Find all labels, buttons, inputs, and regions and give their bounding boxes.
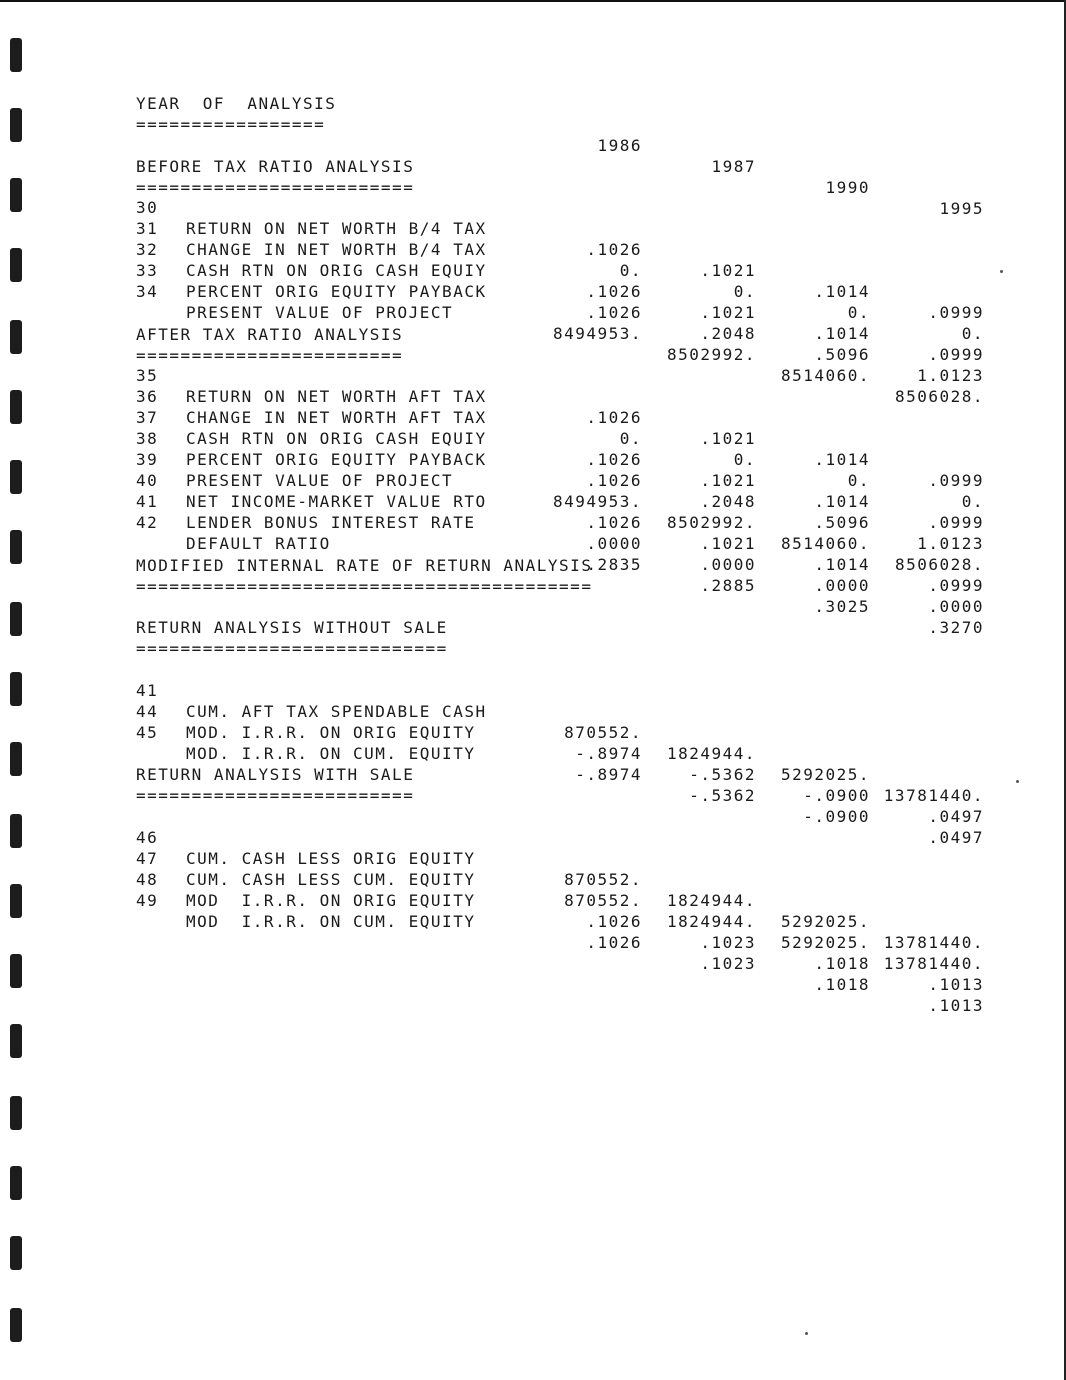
row-label: DEFAULT RATIO xyxy=(186,534,331,553)
underline-text: ============================ xyxy=(136,639,448,658)
report xyxy=(136,0,996,1380)
speck xyxy=(1016,780,1019,783)
cell-1987: .1023 xyxy=(700,954,756,973)
cell-1986: 0. xyxy=(619,261,642,280)
underline-text: ========================================= xyxy=(136,577,593,596)
row-number: 42 xyxy=(136,513,159,532)
cell-1995: 13781440. xyxy=(883,933,984,952)
cell-1987: .1021 xyxy=(700,471,756,490)
row-number: 49 xyxy=(136,891,159,910)
punch-hole xyxy=(10,1308,22,1342)
row-label: MOD I.R.R. ON ORIG EQUITY xyxy=(186,891,476,910)
section-underline xyxy=(136,617,996,658)
punch-hole xyxy=(10,1236,22,1270)
cell-1990: .1014 xyxy=(814,492,870,511)
punch-hole xyxy=(10,602,22,636)
row-label: CASH RTN ON ORIG CASH EQUIY xyxy=(186,261,487,280)
punch-hole xyxy=(10,248,22,282)
row-label: MOD. I.R.R. ON CUM. EQUITY xyxy=(186,744,476,763)
cell-1995: 8506028. xyxy=(894,555,984,574)
cell-1995: .0999 xyxy=(928,345,984,364)
row-number: 31 xyxy=(136,219,159,238)
cell-1986: 870552. xyxy=(564,723,642,742)
cell-1987: 8502992. xyxy=(666,345,756,364)
row-label: CUM. CASH LESS CUM. EQUITY xyxy=(186,870,476,889)
row-label: CHANGE IN NET WORTH B/4 TAX xyxy=(186,240,487,259)
binder-holes xyxy=(10,0,24,1380)
cell-1995: .0497 xyxy=(928,828,984,847)
cell-1995: 0. xyxy=(961,492,984,511)
cell-1990: .5096 xyxy=(814,345,870,364)
cell-1990: .1014 xyxy=(814,324,870,343)
cell-1990: 5292025. xyxy=(780,933,870,952)
underline-text: ========================= xyxy=(136,178,415,197)
punch-hole xyxy=(10,884,22,918)
cell-1986: .1026 xyxy=(586,450,642,469)
year-1986: 1986 xyxy=(597,136,642,155)
cell-1986: .1026 xyxy=(586,513,642,532)
row-number: 41 xyxy=(136,681,159,700)
row-number: 38 xyxy=(136,429,159,448)
cell-1990: .1014 xyxy=(814,282,870,301)
cell-1995: .1013 xyxy=(928,975,984,994)
cell-1986: 8494953. xyxy=(552,492,642,511)
punch-hole xyxy=(10,742,22,776)
row-label: CHANGE IN NET WORTH AFT TAX xyxy=(186,408,487,427)
year-of-analysis-header xyxy=(136,72,996,113)
punch-hole xyxy=(10,530,22,564)
cell-1987: 1824944. xyxy=(666,912,756,931)
punch-hole xyxy=(10,320,22,354)
row-label: RETURN ON NET WORTH B/4 TAX xyxy=(186,219,487,238)
cell-1987: 8502992. xyxy=(666,513,756,532)
cell-1986: 0. xyxy=(619,429,642,448)
row-label: CASH RTN ON ORIG CASH EQUIY xyxy=(186,429,487,448)
cell-1990: 8514060. xyxy=(780,366,870,385)
cell-1990: 5292025. xyxy=(780,765,870,784)
cell-1990: .3025 xyxy=(814,597,870,616)
header-underline: ================= xyxy=(136,115,326,134)
punch-hole xyxy=(10,1166,22,1200)
cell-1987: 0. xyxy=(733,450,756,469)
cell-1987: 1824944. xyxy=(666,891,756,910)
cell-1990: .1018 xyxy=(814,975,870,994)
cell-1995: .0999 xyxy=(928,576,984,595)
row-label: RETURN ON NET WORTH AFT TAX xyxy=(186,387,487,406)
cell-1987: .2048 xyxy=(700,324,756,343)
cell-1990: .5096 xyxy=(814,513,870,532)
cell-1995: 13781440. xyxy=(883,954,984,973)
cell-1986: .1026 xyxy=(586,471,642,490)
row-number: 40 xyxy=(136,471,159,490)
cell-1986: .1026 xyxy=(586,303,642,322)
cell-1995: 8506028. xyxy=(894,387,984,406)
row-number: 46 xyxy=(136,828,159,847)
cell-1986: .1026 xyxy=(586,282,642,301)
row-number: 35 xyxy=(136,366,159,385)
cell-1987: 1824944. xyxy=(666,744,756,763)
cell-1986: 8494953. xyxy=(552,324,642,343)
row-number: 36 xyxy=(136,387,159,406)
row-number: 47 xyxy=(136,849,159,868)
cell-1995: .1013 xyxy=(928,996,984,1015)
cell-1990: .1014 xyxy=(814,450,870,469)
row-label: CUM. AFT TAX SPENDABLE CASH xyxy=(186,702,487,721)
row-number: 39 xyxy=(136,450,159,469)
cell-1990: .1014 xyxy=(814,555,870,574)
year-1995: 1995 xyxy=(939,199,984,218)
punch-hole xyxy=(10,178,22,212)
row-number: 33 xyxy=(136,261,159,280)
cell-1987: .1023 xyxy=(700,933,756,952)
punch-hole xyxy=(10,954,22,988)
cell-1995: 1.0123 xyxy=(917,366,984,385)
cell-1995: .0000 xyxy=(928,597,984,616)
cell-1986: 870552. xyxy=(564,870,642,889)
cell-1986: .1026 xyxy=(586,933,642,952)
punch-hole xyxy=(10,1024,22,1058)
row-label: NET INCOME-MARKET VALUE RTO xyxy=(186,492,487,511)
punch-hole xyxy=(10,672,22,706)
cell-1986: .2835 xyxy=(586,555,642,574)
underline-text: ========================= xyxy=(136,786,415,805)
cell-1987: -.5362 xyxy=(689,786,756,805)
cell-1986: 870552. xyxy=(564,891,642,910)
row-number: 32 xyxy=(136,240,159,259)
punch-hole xyxy=(10,108,22,142)
cell-1990: 0. xyxy=(847,471,870,490)
cell-1990: 8514060. xyxy=(780,534,870,553)
cell-1990: 0. xyxy=(847,303,870,322)
cell-1995: 0. xyxy=(961,324,984,343)
cell-1987: 0. xyxy=(733,282,756,301)
cell-1986: .1026 xyxy=(586,912,642,931)
row-number: 34 xyxy=(136,282,159,301)
cell-1995: .0999 xyxy=(928,303,984,322)
row-number: 37 xyxy=(136,408,159,427)
punch-hole xyxy=(10,814,22,848)
punch-hole xyxy=(10,38,22,72)
cell-1987: -.5362 xyxy=(689,765,756,784)
cell-1990: .0000 xyxy=(814,576,870,595)
cell-1995: 1.0123 xyxy=(917,534,984,553)
section-title: RETURN ANALYSIS WITHOUT SALE xyxy=(136,618,448,637)
row-number: 45 xyxy=(136,723,159,742)
cell-1986: .1026 xyxy=(586,240,642,259)
cell-1987: .1021 xyxy=(700,303,756,322)
cell-1995: .3270 xyxy=(928,618,984,637)
underline-text: ======================== xyxy=(136,346,404,365)
cell-1987: .1021 xyxy=(700,261,756,280)
section-title: BEFORE TAX RATIO ANALYSIS xyxy=(136,157,415,176)
row-number: 41 xyxy=(136,492,159,511)
year-1990: 1990 xyxy=(825,178,870,197)
punch-hole xyxy=(10,390,22,424)
cell-1986: .0000 xyxy=(586,534,642,553)
row-label: CUM. CASH LESS ORIG EQUITY xyxy=(186,849,476,868)
cell-1987: .2048 xyxy=(700,492,756,511)
row-label: PRESENT VALUE OF PROJECT xyxy=(186,303,454,322)
cell-1995: .0999 xyxy=(928,513,984,532)
punch-hole xyxy=(10,460,22,494)
cell-1986: .1026 xyxy=(586,408,642,427)
cell-1987: .2885 xyxy=(700,576,756,595)
row-label: PRESENT VALUE OF PROJECT xyxy=(186,471,454,490)
row-number: 44 xyxy=(136,702,159,721)
section-title: MODIFIED INTERNAL RATE OF RETURN ANALYSIS xyxy=(136,556,593,575)
header-title: YEAR OF ANALYSIS xyxy=(136,94,337,113)
row-label: PERCENT ORIG EQUITY PAYBACK xyxy=(186,450,487,469)
cell-1995: .0497 xyxy=(928,807,984,826)
row-label: LENDER BONUS INTEREST RATE xyxy=(186,513,476,532)
punch-hole xyxy=(10,1096,22,1130)
cell-1986: -.8974 xyxy=(575,744,642,763)
row-number: 48 xyxy=(136,870,159,889)
cell-1990: .1018 xyxy=(814,954,870,973)
cell-1990: -.0900 xyxy=(803,807,870,826)
cell-1990: -.0900 xyxy=(803,786,870,805)
row-number: 30 xyxy=(136,198,159,217)
cell-1986: -.8974 xyxy=(575,765,642,784)
row-label: MOD. I.R.R. ON ORIG EQUITY xyxy=(186,723,476,742)
row-label: MOD I.R.R. ON CUM. EQUITY xyxy=(186,912,476,931)
cell-1995: 13781440. xyxy=(883,786,984,805)
cell-1987: .1021 xyxy=(700,534,756,553)
section-title: AFTER TAX RATIO ANALYSIS xyxy=(136,325,404,344)
speck xyxy=(1000,270,1003,273)
cell-1987: .1021 xyxy=(700,429,756,448)
cell-1987: .0000 xyxy=(700,555,756,574)
cell-1995: .0999 xyxy=(928,471,984,490)
row-label: PERCENT ORIG EQUITY PAYBACK xyxy=(186,282,487,301)
cell-1990: 5292025. xyxy=(780,912,870,931)
section-title: RETURN ANALYSIS WITH SALE xyxy=(136,765,415,784)
year-1987: 1987 xyxy=(711,157,756,176)
